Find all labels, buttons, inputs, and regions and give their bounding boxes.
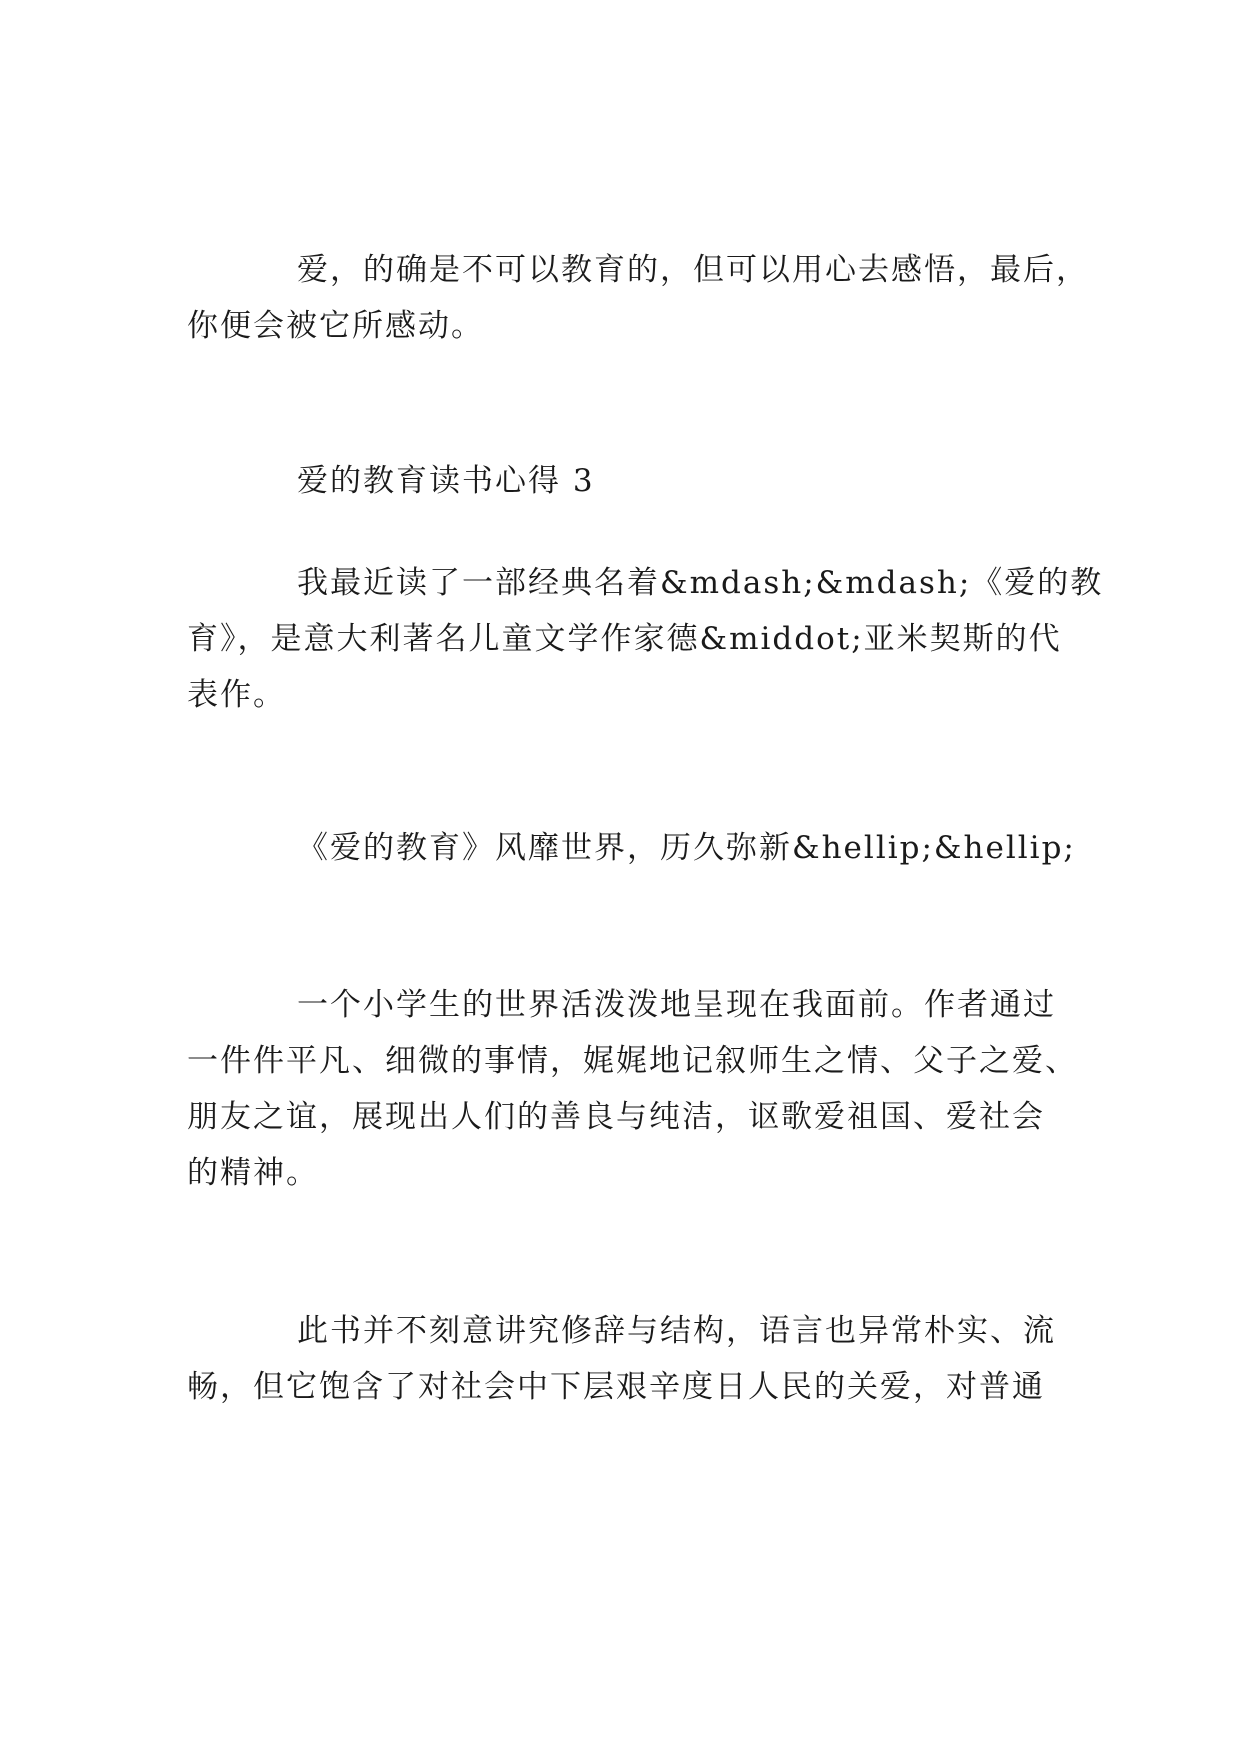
paragraph-line: 畅，但它饱含了对社会中下层艰辛度日人民的关爱，对普通 — [187, 1369, 1045, 1405]
paragraph-line: 表作。 — [187, 677, 286, 713]
paragraph-line: 我最近读了一部经典名着&mdash;&mdash;《爱的教 — [297, 565, 1104, 601]
paragraph-line: 育》，是意大利著名儿童文学作家德&middot;亚米契斯的代 — [187, 621, 1062, 657]
paragraph-line: 爱，的确是不可以教育的，但可以用心去感悟，最后， — [297, 252, 1089, 288]
paragraph-line: 的精神。 — [187, 1155, 319, 1191]
paragraph-line: 朋友之谊，展现出人们的善良与纯洁，讴歌爱祖国、爱社会 — [187, 1099, 1045, 1135]
paragraph-line: 你便会被它所感动。 — [187, 308, 484, 344]
paragraph-line: 《爱的教育》风靡世界，历久弥新&hellip;&hellip; — [297, 830, 1076, 866]
paragraph-line: 一件件平凡、细微的事情，娓娓地记叙师生之情、父子之爱、 — [187, 1043, 1078, 1079]
section-heading: 爱的教育读书心得 3 — [297, 463, 595, 499]
paragraph-line: 此书并不刻意讲究修辞与结构，语言也异常朴实、流 — [297, 1313, 1056, 1349]
paragraph-line: 一个小学生的世界活泼泼地呈现在我面前。作者通过 — [297, 987, 1056, 1023]
